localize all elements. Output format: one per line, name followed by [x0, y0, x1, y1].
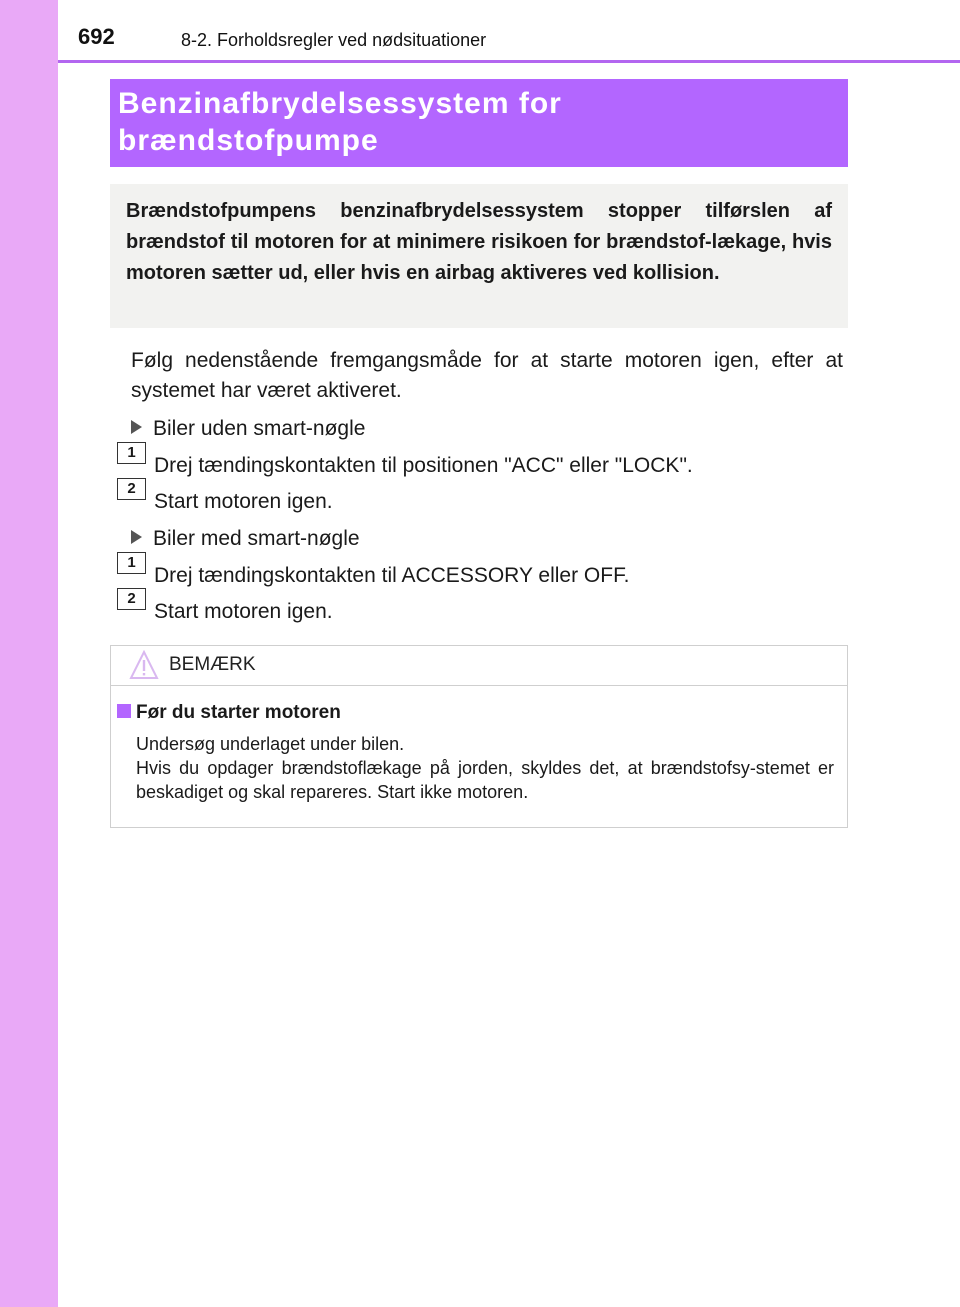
note-subheading-text: Før du starter motoren: [136, 702, 341, 723]
note-subheading: [117, 702, 341, 724]
step-number: 2: [117, 588, 146, 610]
page-number: 692: [78, 24, 115, 49]
page-title: [110, 79, 848, 167]
step-item: [117, 554, 630, 590]
body-paragraph: Følg nedenstående fremgangsmåde for at starte motoren igen, efter at systemet har været aktiveret.: [131, 349, 843, 402]
title-line-1: Benzinafbrydelsessystem for: [118, 87, 562, 120]
triangle-right-icon: [131, 420, 142, 434]
group-heading-label: Biler med smart-nøgle: [153, 527, 360, 550]
square-bullet-icon: [117, 704, 131, 718]
step-text: Drej tændingskontakten til positionen "ACC" eller "LOCK".: [154, 454, 693, 477]
warning-triangle-icon: [129, 650, 159, 680]
group-heading: [131, 415, 365, 443]
note-box: [110, 645, 848, 828]
step-text: Start motoren igen.: [154, 490, 333, 513]
note-line: Undersøg underlaget under bilen.: [136, 734, 405, 754]
step-item: [117, 444, 693, 480]
side-color-bar: [0, 0, 58, 1307]
section-title: 8-2. Forholdsregler ved nødsituationer: [181, 30, 487, 50]
step-text: Drej tændingskontakten til ACCESSORY eller OFF.: [154, 564, 630, 587]
step-item: [117, 590, 333, 626]
step-number: 1: [117, 442, 146, 464]
group-heading-label: Biler uden smart-nøgle: [153, 417, 366, 440]
step-item: [117, 480, 333, 516]
group-heading: [131, 525, 360, 553]
triangle-right-icon: [131, 530, 142, 544]
title-line-2: brændstofpumpe: [118, 124, 379, 157]
note-header: [111, 646, 847, 686]
note-line: Hvis du opdager brændstoflækage på jorden, skyldes det, at brændstofsy-stemet er beskadiget og skal repareres. Start ikke motoren.: [136, 758, 834, 802]
step-number: 1: [117, 552, 146, 574]
note-body: [136, 732, 834, 804]
header-rule: [58, 60, 960, 63]
intro-box: [110, 184, 848, 328]
step-text: Start motoren igen.: [154, 600, 333, 623]
note-label: BEMÆRK: [169, 654, 256, 675]
intro-text: Brændstofpumpens benzinafbrydelsessystem stopper tilførslen af brændstof til motoren for at minimere risikoen for brændstof-lækage, hvis motoren sætter ud, eller hvis en airbag aktiveres ved kollision.: [126, 200, 832, 284]
step-number: 2: [117, 478, 146, 500]
